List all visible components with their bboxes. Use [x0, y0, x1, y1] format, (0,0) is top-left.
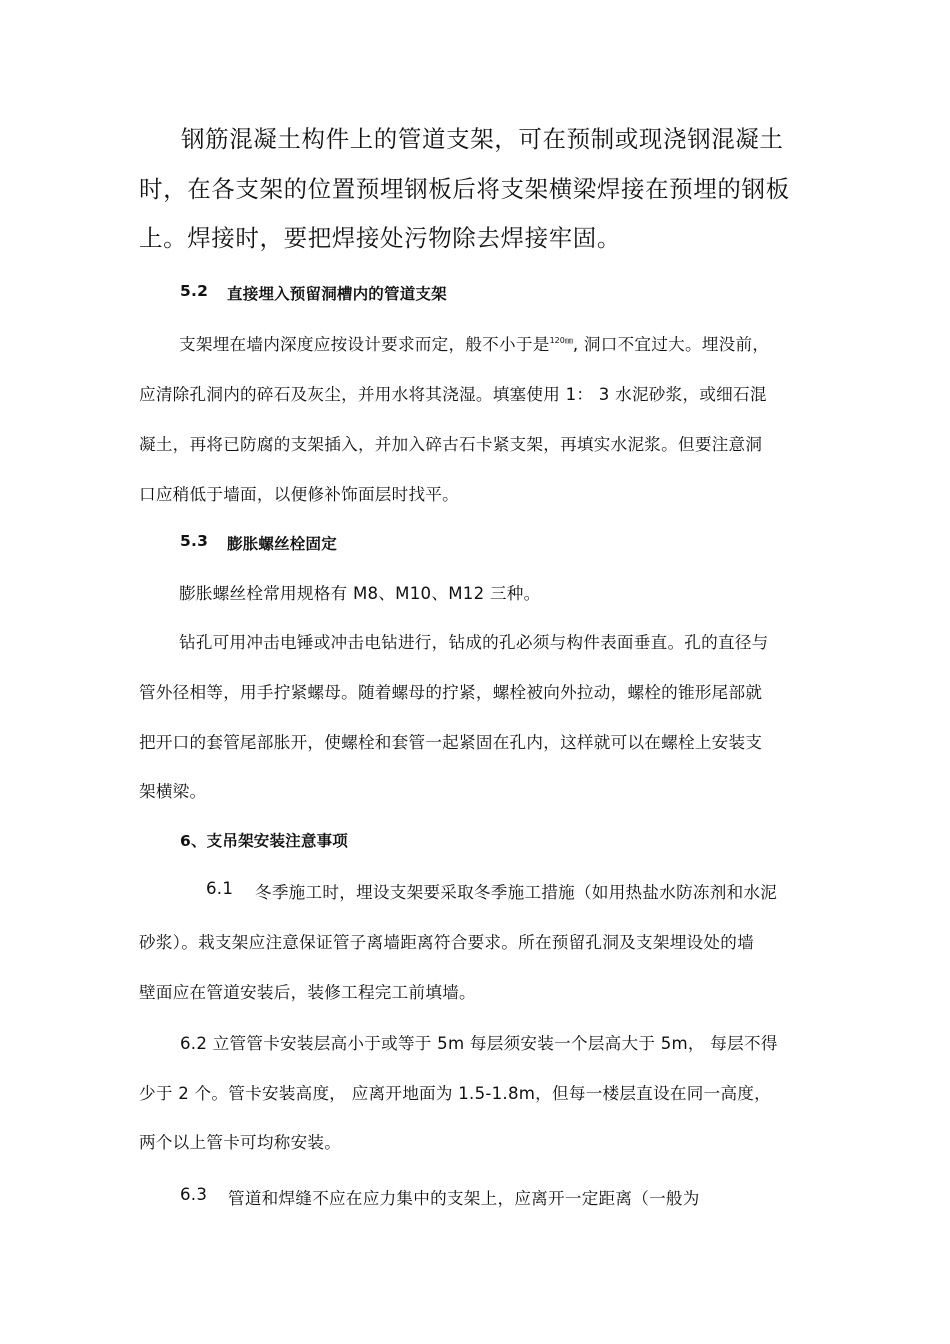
item-6-2-line-2: 少于 2 个。管卡安装高度， 应离开地面为 1.5-1.8m，但每一楼层直设在同一高度， — [139, 1084, 771, 1103]
section-6-title: 6、支吊架安装注意事项 — [180, 832, 348, 850]
item-6-1-line-2: 砂浆）。栽支架应注意保证管子离墙距离符合要求。所在预留孔洞及支架埋设处的墙 — [139, 933, 754, 952]
section-5-2-number: 5.2 — [180, 282, 209, 300]
intro-line-2: 时，在各支架的位置预埋钢板后将支架横梁焊接在预埋的钢板 — [139, 175, 790, 203]
intro-line-3: 上。焊接时，要把焊接处污物除去焊接牢固。 — [139, 224, 621, 252]
section-5-2-line-1-end: 洞口不宜过大。埋没前， — [583, 335, 770, 354]
section-5-3-line-4: 架横梁。 — [139, 782, 207, 801]
section-5-2-title: 直接埋入预留洞槽内的管道支架 — [227, 285, 447, 303]
intro-line-1: 钢筋混凝土构件上的管道支架，可在预制或现浇钢混凝土 — [181, 125, 784, 153]
section-5-2-line-4: 口应稍低于墙面，以便修补饰面层时找平。 — [139, 485, 460, 504]
section-5-3-line-1: 钻孔可用冲击电锤或冲击电钻进行，钻成的孔必须与构件表面垂直。孔的直径与 — [179, 633, 769, 652]
item-6-1-line-1: 冬季施工时，埋设支架要采取冬季施工措施（如用热盐水防冻剂和水泥 — [255, 883, 778, 902]
section-5-3-title: 膨胀螺丝栓固定 — [227, 535, 337, 553]
section-5-3-spec: 膨胀螺丝栓常用规格有 M8、M10、M12 三种。 — [179, 584, 541, 603]
section-5-2-line-3: 凝土，再将已防腐的支架插入，并加入碎古石卡紧支架，再填实水泥浆。但要注意洞 — [139, 435, 763, 454]
section-5-3-line-2: 管外径相等，用手拧紧螺母。随着螺母的拧紧，螺栓被向外拉动，螺栓的锥形尾部就 — [139, 683, 763, 702]
section-5-2-line-2: 应清除孔洞内的碎石及灰尘，并用水将其浇湿。填塞使用 1： 3 水泥砂浆，或细石混 — [139, 385, 767, 404]
depth-value: 120㎜ — [549, 336, 573, 345]
section-5-2-line-1-start: 支架埋在墙内深度应按设计要求而定，般不小于是 — [179, 335, 550, 354]
item-6-3-line-1: 管道和焊缝不应在应力集中的支架上，应离开一定距离（一般为 — [228, 1189, 700, 1208]
item-6-2-line-1: 6.2 立管管卡安装层高小于或等于 5m 每层须安装一个层高大于 5m， 每层不得 — [180, 1034, 778, 1053]
item-6-3-number: 6.3 — [180, 1185, 208, 1204]
item-6-1-line-3: 壁面应在管道安装后，装修工程完工前填墙。 — [139, 983, 476, 1002]
item-6-1-number: 6.1 — [206, 879, 234, 898]
section-5-3-line-3: 把开口的套管尾部胀开，使螺栓和套管一起紧固在孔内，这样就可以在螺栓上安装支 — [139, 733, 763, 752]
section-5-2-line-1: 支架埋在墙内深度应按设计要求而定，般不小于是$^{120㎜}$, 洞口不宜过大。埋没前， — [179, 335, 770, 354]
section-5-3-number: 5.3 — [180, 532, 209, 550]
item-6-2-line-3: 两个以上管卡可均称安装。 — [139, 1133, 342, 1152]
